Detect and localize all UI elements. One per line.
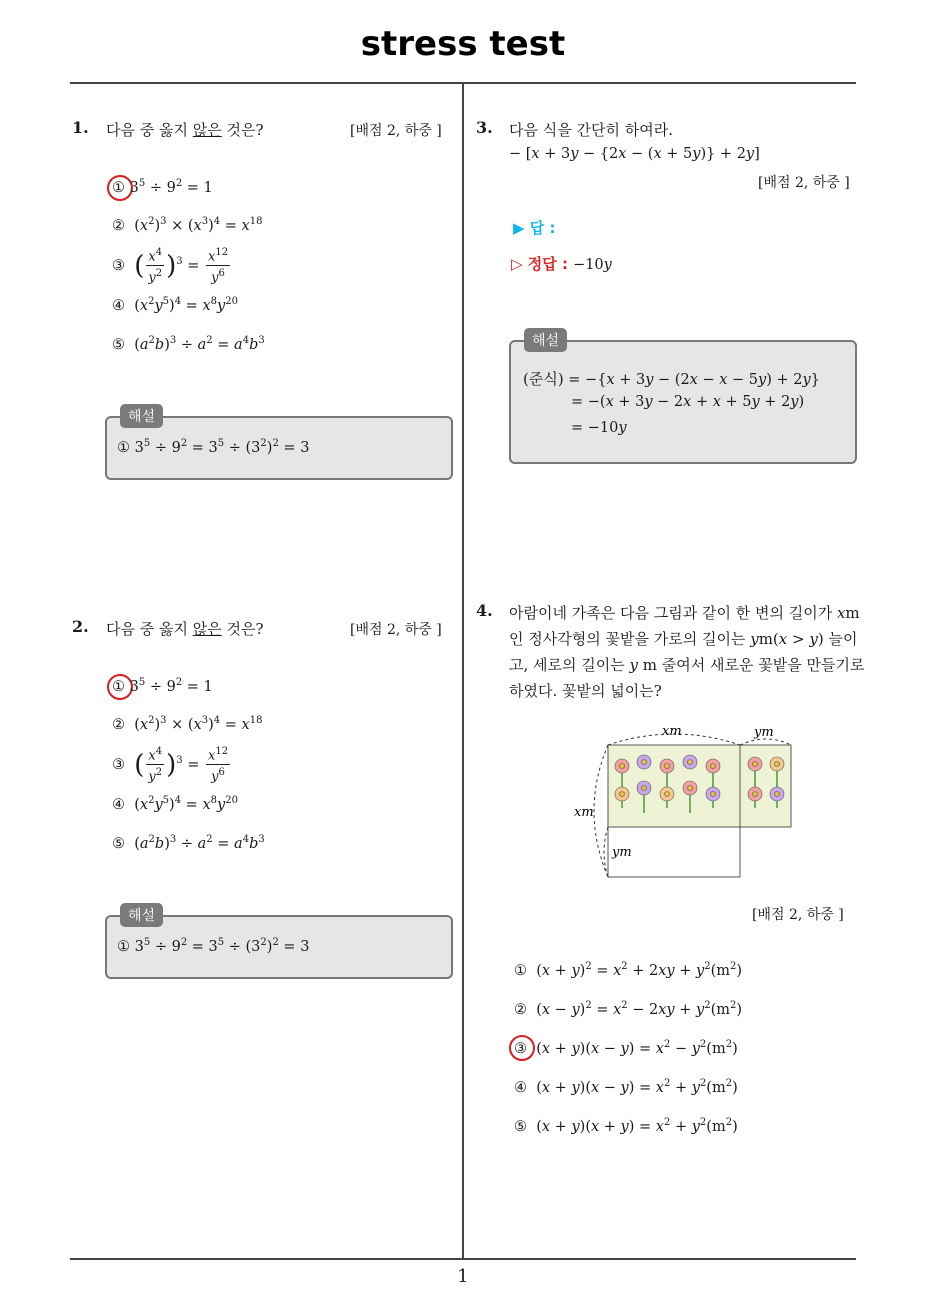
option-2[interactable]: ② $(x^2)^3 \times (x^3)^4 = x^{18}$ [112,715,263,733]
option-marker: ⑤ [112,835,125,852]
page-number: 1 [457,1266,469,1287]
option-marker: ④ [514,1079,527,1096]
question-line-2: 인 정사각형의 꽃밭을 가로의 길이는 ym(x > y) 늘이 [509,630,858,648]
explanation-line-1: (준식) = −{x + 3y − (2x − x − 5y) + 2y} [523,370,820,388]
question-text-part: 아람이네 가족은 다음 그림과 같이 한 변의 길이가 [509,604,837,622]
label-inner: ym [612,845,632,860]
option-marker: ② [112,217,125,234]
option-1[interactable]: ① $(x + y)^2 = x^2 + 2xy + y^2(m^2)$ [514,961,743,979]
option-2[interactable]: ② $(x^2)^3 \times (x^3)^4 = x^{18}$ [112,216,263,234]
correct-answer: ▷ 정답 : −10y [511,255,612,273]
option-marker: ② [112,716,125,733]
option-4[interactable]: ④ $(x^2y^5)^4 = x^8y^{20}$ [112,795,238,813]
option-marker: ② [514,1001,527,1018]
question-line-1: 아람이네 가족은 다음 그림과 같이 한 변의 길이가 xm [509,604,860,622]
option-2[interactable]: ② $(x - y)^2 = x^2 - 2xy + y^2(m^2)$ [514,1000,743,1018]
option-marker: ④ [112,297,125,314]
option-marker: ③ [112,756,125,773]
question-text-part: 늘이 [823,630,858,648]
explanation-lead: (준식) [523,370,564,388]
answer-label: ▶ 답 : [513,219,556,237]
option-marker: ③ [514,1040,527,1057]
question-line-3: 고, 세로의 길이는 y m 줄여서 새로운 꽃밭을 만들기로 [509,656,865,674]
question-text-part: 다음 중 옳지 [106,620,193,638]
footer-rule [70,1258,856,1260]
explanation-line-3: = −10y [571,420,627,436]
option-marker: ① [112,678,125,695]
option-marker: ③ [112,257,125,274]
points-label: [배점 2, 하중 ] [350,622,442,638]
explanation-marker: ① [117,938,130,955]
explanation-text: ① $3^5 \div 9^2 = 3^5 \div (3^2)^2 = 3$ [117,438,310,456]
question-number: 3. [476,118,493,137]
question-text-part: 줄여서 새로운 꽃밭을 만들기로 [657,656,865,674]
left-brace [594,745,608,877]
points-label: [배점 2, 하중 ] [350,123,442,139]
explanation-line-2: = −(x + 3y − 2x + x + 5y + 2y) [571,394,805,410]
option-3[interactable]: ③ ( $\frac{x^4}{y^2}$ )$^3$ = $\frac{x^{12}}{y^6}$ [112,746,229,785]
option-5[interactable]: ⑤ $(x + y)(x + y) = x^2 + y^2(m^2)$ [514,1117,738,1135]
option-marker: ① [514,962,527,979]
column-divider [462,83,464,1259]
question-text-part: 것은? [221,121,264,139]
option-marker: ④ [112,796,125,813]
question-expression: − [x + 3y − {2x − (x + 5y)} + 2y] [509,146,760,162]
original-garden-area [608,745,740,827]
option-4[interactable]: ④ $(x^2y^5)^4 = x^8y^{20}$ [112,296,238,314]
explanation-marker: ① [117,439,130,456]
question-number: 1. [72,118,89,137]
label-right-top: ym [754,725,774,740]
question-text-underlined: 않은 [192,121,222,139]
question-text [106,119,264,140]
explanation-text: ① $3^5 \div 9^2 = 3^5 \div (3^2)^2 = 3$ [117,937,310,955]
question-text: 다음 식을 간단히 하여라. [509,121,673,139]
question-text-underlined: 않은 [192,620,222,638]
option-3[interactable]: ③ ( $\frac{x^4}{y^2}$ )$^3$ = $\frac{x^{12}}{y^6}$ [112,247,229,286]
points-label: [배점 2, 하중 ] [758,175,850,191]
explanation-tag: 해설 [524,328,567,352]
correct-label: ▷ 정답 : [511,255,568,273]
question-text-part: 고, 세로의 길이는 [509,656,630,674]
question-text-part: 인 정사각형의 꽃밭을 가로의 길이는 [509,630,751,648]
option-4[interactable]: ④ $(x + y)(x - y) = x^2 + y^2(m^2)$ [514,1078,738,1096]
option-marker: ⑤ [514,1118,527,1135]
option-1[interactable]: ① $3^5 \div 9^2 = 1$ [112,178,213,196]
question-number: 2. [72,617,89,636]
label-top: xm [662,724,682,739]
option-marker: ① [112,179,125,196]
option-5[interactable]: ⑤ $(a^2b)^3 \div a^2 = a^4b^3$ [112,834,265,852]
label-left: xm [574,805,594,820]
question-text-part: 다음 중 옳지 [106,121,193,139]
explanation-tag: 해설 [120,404,163,428]
option-5[interactable]: ⑤ $(a^2b)^3 \div a^2 = a^4b^3$ [112,335,265,353]
question-number: 4. [476,601,493,620]
option-marker: ⑤ [112,336,125,353]
explanation-tag: 해설 [120,903,163,927]
question-line-4: 하였다. 꽃밭의 넓이는? [509,682,662,700]
added-strip [740,745,791,827]
points-label: [배점 2, 하중 ] [752,907,844,923]
option-1[interactable]: ① $3^5 \div 9^2 = 1$ [112,677,213,695]
flower-garden-figure [570,718,810,888]
question-text [106,618,264,639]
document-title: stress test [360,24,566,64]
option-3[interactable]: ③ $(x + y)(x - y) = x^2 - y^2(m^2)$ [514,1039,738,1057]
question-text-part: 것은? [221,620,264,638]
